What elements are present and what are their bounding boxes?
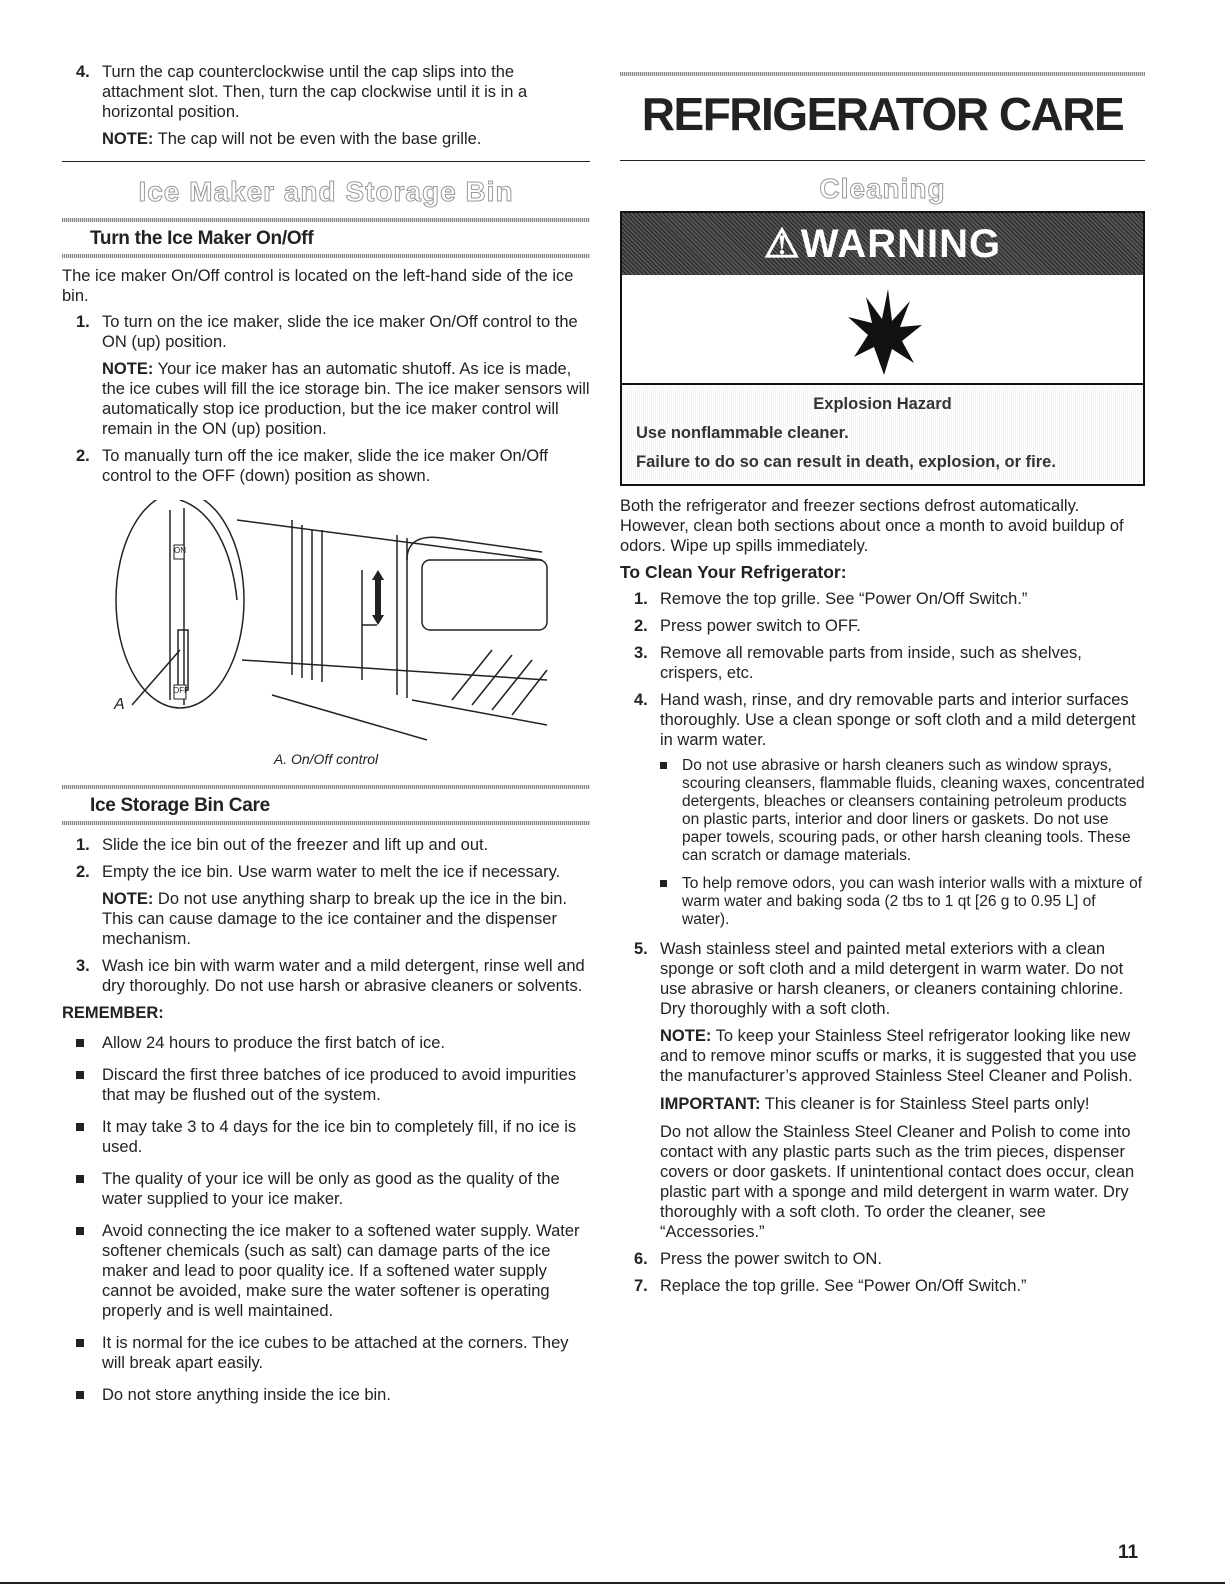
warning-header: ⚠WARNING [622, 213, 1143, 275]
clean-step-5: 5. Wash stainless steel and painted metal exteriors with a clean sponge or soft cloth and a mild detergent in warm water. Do not use abrasive or harsh cleaners, or cleaners containing chlorine. Dry thoroughly with a soft cloth. [634, 940, 1124, 1018]
warning-icon-row [622, 275, 1143, 385]
contact-note: Do not allow the Stainless Steel Cleaner and Polish to come into contact with any plastic parts such as the trim pieces, dispenser covers or door gaskets. If unintentional contact does occur, clean plastic part with a sponge and mild detergent in warm water. Dry thoroughly with a soft cloth. To order the cleaner, see “Accessories.” [660, 1123, 1135, 1241]
section-title-cleaning: Cleaning [819, 173, 946, 204]
figure-label-on: ON [174, 546, 186, 555]
page-number: 11 [1118, 1542, 1139, 1563]
warning-text [622, 385, 1143, 484]
divider [620, 160, 1145, 161]
right-column [620, 62, 1145, 1303]
hatch-divider [62, 218, 590, 222]
bottom-rule [0, 1582, 1225, 1584]
figure-caption: A. On/Off control [273, 751, 379, 767]
ice-maker-figure [62, 500, 590, 745]
explosion-icon [844, 287, 924, 377]
bullet [76, 1039, 84, 1047]
bullet [76, 1391, 84, 1399]
clean-step-1: 1. Remove the top grille. See “Power On/Off Switch.” [634, 590, 1028, 608]
bin-note: NOTE: Do not use anything sharp to break up the ice in the bin. This can cause damage to the ice container and the dispenser mechanism. [102, 890, 568, 948]
heading-bin-care: Ice Storage Bin Care [90, 795, 270, 816]
list-item: It may take 3 to 4 days for the ice bin to completely fill, if no ice is used. [62, 1117, 590, 1157]
list-item: To help remove odors, you can wash interior walls with a mixture of warm water and baking soda (2 tbs to 1 qt [26 g to 0.95 L] of water). [620, 875, 1145, 929]
ice-maker-illustration [62, 500, 590, 745]
bullet [76, 1123, 84, 1131]
warning-hazard: Explosion Hazard [813, 395, 952, 413]
heading-clean-refrigerator: To Clean Your Refrigerator: [620, 562, 847, 582]
warning-box [620, 211, 1145, 486]
bin-step-2: 2. Empty the ice bin. Use warm water to melt the ice if necessary. [76, 863, 561, 881]
hatch-divider [620, 72, 1145, 76]
left-column [62, 62, 590, 1417]
clean-step-6: 6. Press the power switch to ON. [634, 1250, 882, 1268]
hatch-divider [62, 254, 590, 258]
list-item: Do not use abrasive or harsh cleaners such as window sprays, scouring cleansers, flammable fluids, cleaning waxes, concentrated detergents, bleaches or cleansers containing petroleum products on plastic parts, interior and door liners or gaskets. Do not use paper towels, scouring pads, or other harsh cleaning tools. These can scratch or damage materials. [620, 757, 1145, 865]
bullet [76, 1339, 84, 1347]
onoff-step-1: 1. To turn on the ice maker, slide the ice maker On/Off control to the ON (up) position. [76, 313, 578, 351]
heading-turn-ice-maker: Turn the Ice Maker On/Off [90, 228, 314, 249]
list-item: The quality of your ice will be only as good as the quality of the water supplied to your ice maker. [62, 1169, 590, 1209]
list-item: Do not store anything inside the ice bin. [62, 1385, 590, 1405]
list-item: Discard the first three batches of ice produced to avoid impurities that may be flushed out of the system. [62, 1065, 590, 1105]
divider [62, 161, 590, 162]
bullet [76, 1175, 84, 1183]
onoff-note: NOTE: Your ice maker has an automatic shutoff. As ice is made, the ice cubes will fill the ice storage bin. The ice maker sensors will automatically stop ice production, but the ice maker control will remain in the ON (up) position. [102, 360, 590, 438]
bin-step-1: 1. Slide the ice bin out of the freezer and lift up and out. [76, 836, 489, 854]
remember-label: REMEMBER: [62, 1004, 164, 1022]
clean-step-3: 3. Remove all removable parts from inside, such as shelves, crispers, etc. [634, 644, 1082, 682]
list-item: It is normal for the ice cubes to be attached at the corners. They will break apart easily. [62, 1333, 590, 1373]
page-title: REFRIGERATOR CARE [641, 88, 1124, 140]
onoff-step-2: 2. To manually turn off the ice maker, slide the ice maker On/Off control to the OFF (down) position as shown. [76, 447, 549, 485]
step-4-note: NOTE: The cap will not be even with the base grille. [102, 130, 482, 148]
bullet [76, 1227, 84, 1235]
step-4: 4. Turn the cap counterclockwise until the cap slips into the attachment slot. Then, turn the cap clockwise until it is in a horizontal position. [76, 63, 528, 121]
remember-list [62, 1033, 590, 1405]
list-item: Avoid connecting the ice maker to a softened water supply. Water softener chemicals (such as salt) can damage parts of the ice maker and lead to poor quality ice. If a softened water supply cannot be avoided, make sure the water softener is operating properly and is well maintained. [62, 1221, 590, 1321]
clean-step-7: 7. Replace the top grille. See “Power On/Off Switch.” [634, 1277, 1027, 1295]
warning-line-1: Use nonflammable cleaner. [636, 424, 849, 442]
list-item: Allow 24 hours to produce the first batch of ice. [62, 1033, 590, 1053]
warning-line-2: Failure to do so can result in death, explosion, or fire. [636, 453, 1056, 471]
ice-maker-intro: The ice maker On/Off control is located on the left-hand side of the ice bin. [62, 267, 574, 305]
bullet [660, 762, 667, 769]
important-note: IMPORTANT: This cleaner is for Stainless Steel parts only! [660, 1095, 1090, 1113]
figure-label-off: OFF [173, 686, 189, 695]
bullet [76, 1071, 84, 1079]
clean-step-2: 2. Press power switch to OFF. [634, 617, 861, 635]
hatch-divider [62, 785, 590, 789]
clean-step-4: 4. Hand wash, rinse, and dry removable parts and interior surfaces thoroughly. Use a clean sponge or soft cloth and a mild detergent in warm water. [634, 691, 1136, 749]
figure-label-a: A [114, 696, 125, 713]
bullet [660, 880, 667, 887]
bin-step-3: 3. Wash ice bin with warm water and a mild detergent, rinse well and dry thoroughly. Do not use harsh or abrasive cleaners or solvents. [76, 957, 585, 995]
section-title-ice-maker: Ice Maker and Storage Bin [138, 176, 514, 207]
hatch-divider [62, 821, 590, 825]
stainless-note: NOTE: To keep your Stainless Steel refrigerator looking like new and to remove minor scuffs or marks, it is suggested that you use the manufacturer’s approved Stainless Steel Cleaner and Polish. [660, 1027, 1137, 1085]
cleaning-intro: Both the refrigerator and freezer sections defrost automatically. However, clean both sections about once a month to avoid buildup of odors. Wipe up spills immediately. [620, 497, 1124, 555]
